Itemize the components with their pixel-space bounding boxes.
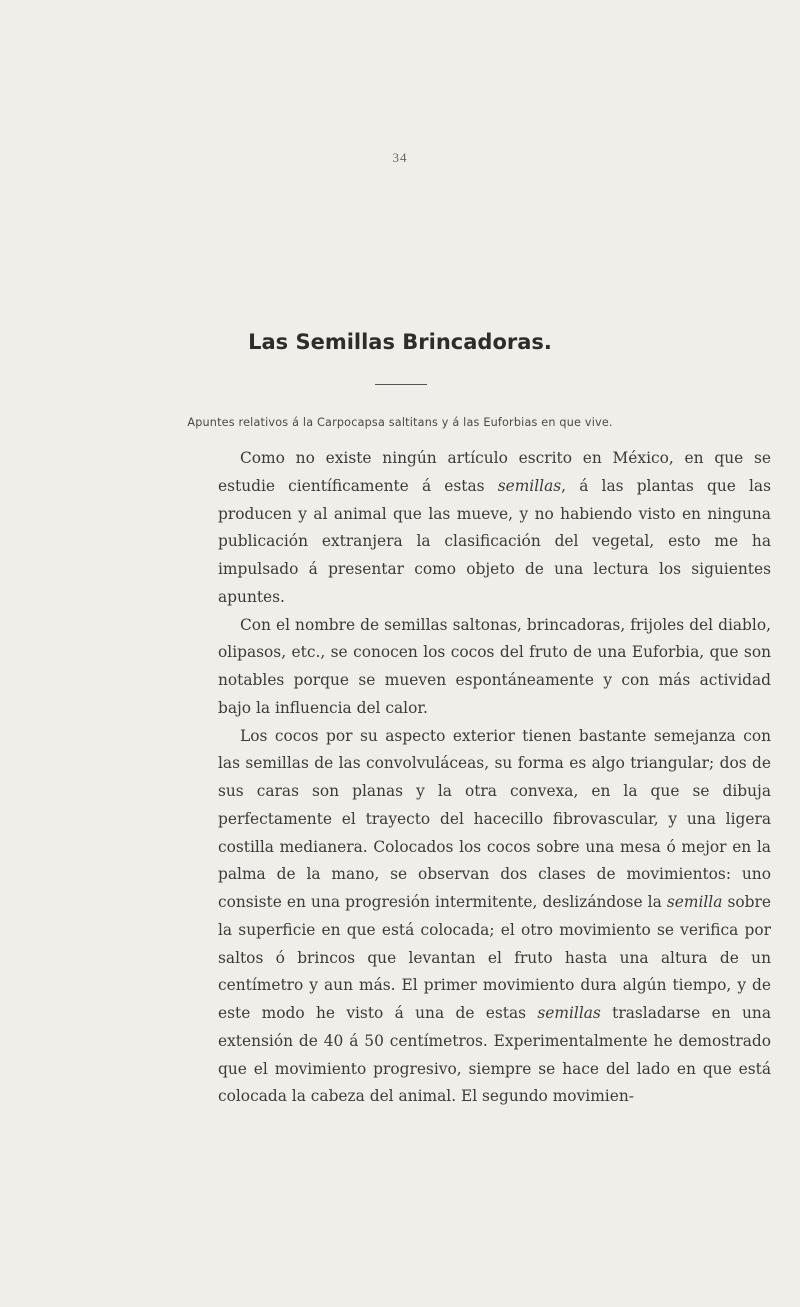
- italic-term: semillas: [537, 1004, 601, 1022]
- chapter-title: Las Semillas Brincadoras.: [248, 330, 552, 354]
- text-segment: Como no existe ningún artículo escrito en México, en que se estudie científicamente á estas: [218, 449, 771, 495]
- page-number: 34: [392, 150, 408, 165]
- text-segment: trasladarse en una extensión de 40 á 50 centímetros. Experimentalmente he demostrado que el movimiento progresivo, siempre se hace del lado en que está colocada la cabeza del animal. El segundo movimien-: [218, 1004, 771, 1106]
- italic-term: semillas: [497, 476, 562, 495]
- paragraph-3: [218, 723, 771, 1112]
- paragraph-2: [218, 612, 771, 723]
- body-text: [218, 445, 771, 1111]
- italic-term: semilla: [666, 893, 723, 911]
- chapter-subtitle: Apuntes relativos á la Carpocapsa saltitans y á las Euforbias en que vive.: [187, 416, 613, 429]
- text-segment: Los cocos por su aspecto exterior tienen bastante semejanza con las semillas de las convolvuláceas, su forma es algo triangular; dos de sus caras son planas y la otra convexa, en la que se dibuja perfectamente el trayecto del hacecillo fibrovascular, y una ligera costilla medianera. Colocados los cocos sobre una mesa ó mejor en la palma de la mano, se observan dos clases de movimientos: uno consiste en una progresión intermitente, deslizándose la: [218, 726, 771, 911]
- title-divider: [375, 384, 427, 385]
- text-segment: , á las plantas que las producen y al animal que las mueve, y no habiendo visto en ninguna publicación extranjera la clasificación del vegetal, esto me ha impulsado á presentar como objeto de una lectura los siguientes apuntes.: [218, 476, 771, 606]
- text-segment: sobre la superficie en que está colocada; el otro movimiento se verifica por saltos ó brincos que levantan el fruto hasta una altura de un centímetro y aun más. El primer movimiento dura algún tiempo, y de este modo he visto á una de estas: [218, 893, 771, 1022]
- paragraph-1: [218, 445, 771, 612]
- text-segment: Con el nombre de semillas saltonas, brincadoras, frijoles del diablo, olipasos, etc., se conocen los cocos del fruto de una Euforbia, que son notables porque se mueven espontáneamente y con más actividad bajo la influencia del calor.: [218, 615, 771, 717]
